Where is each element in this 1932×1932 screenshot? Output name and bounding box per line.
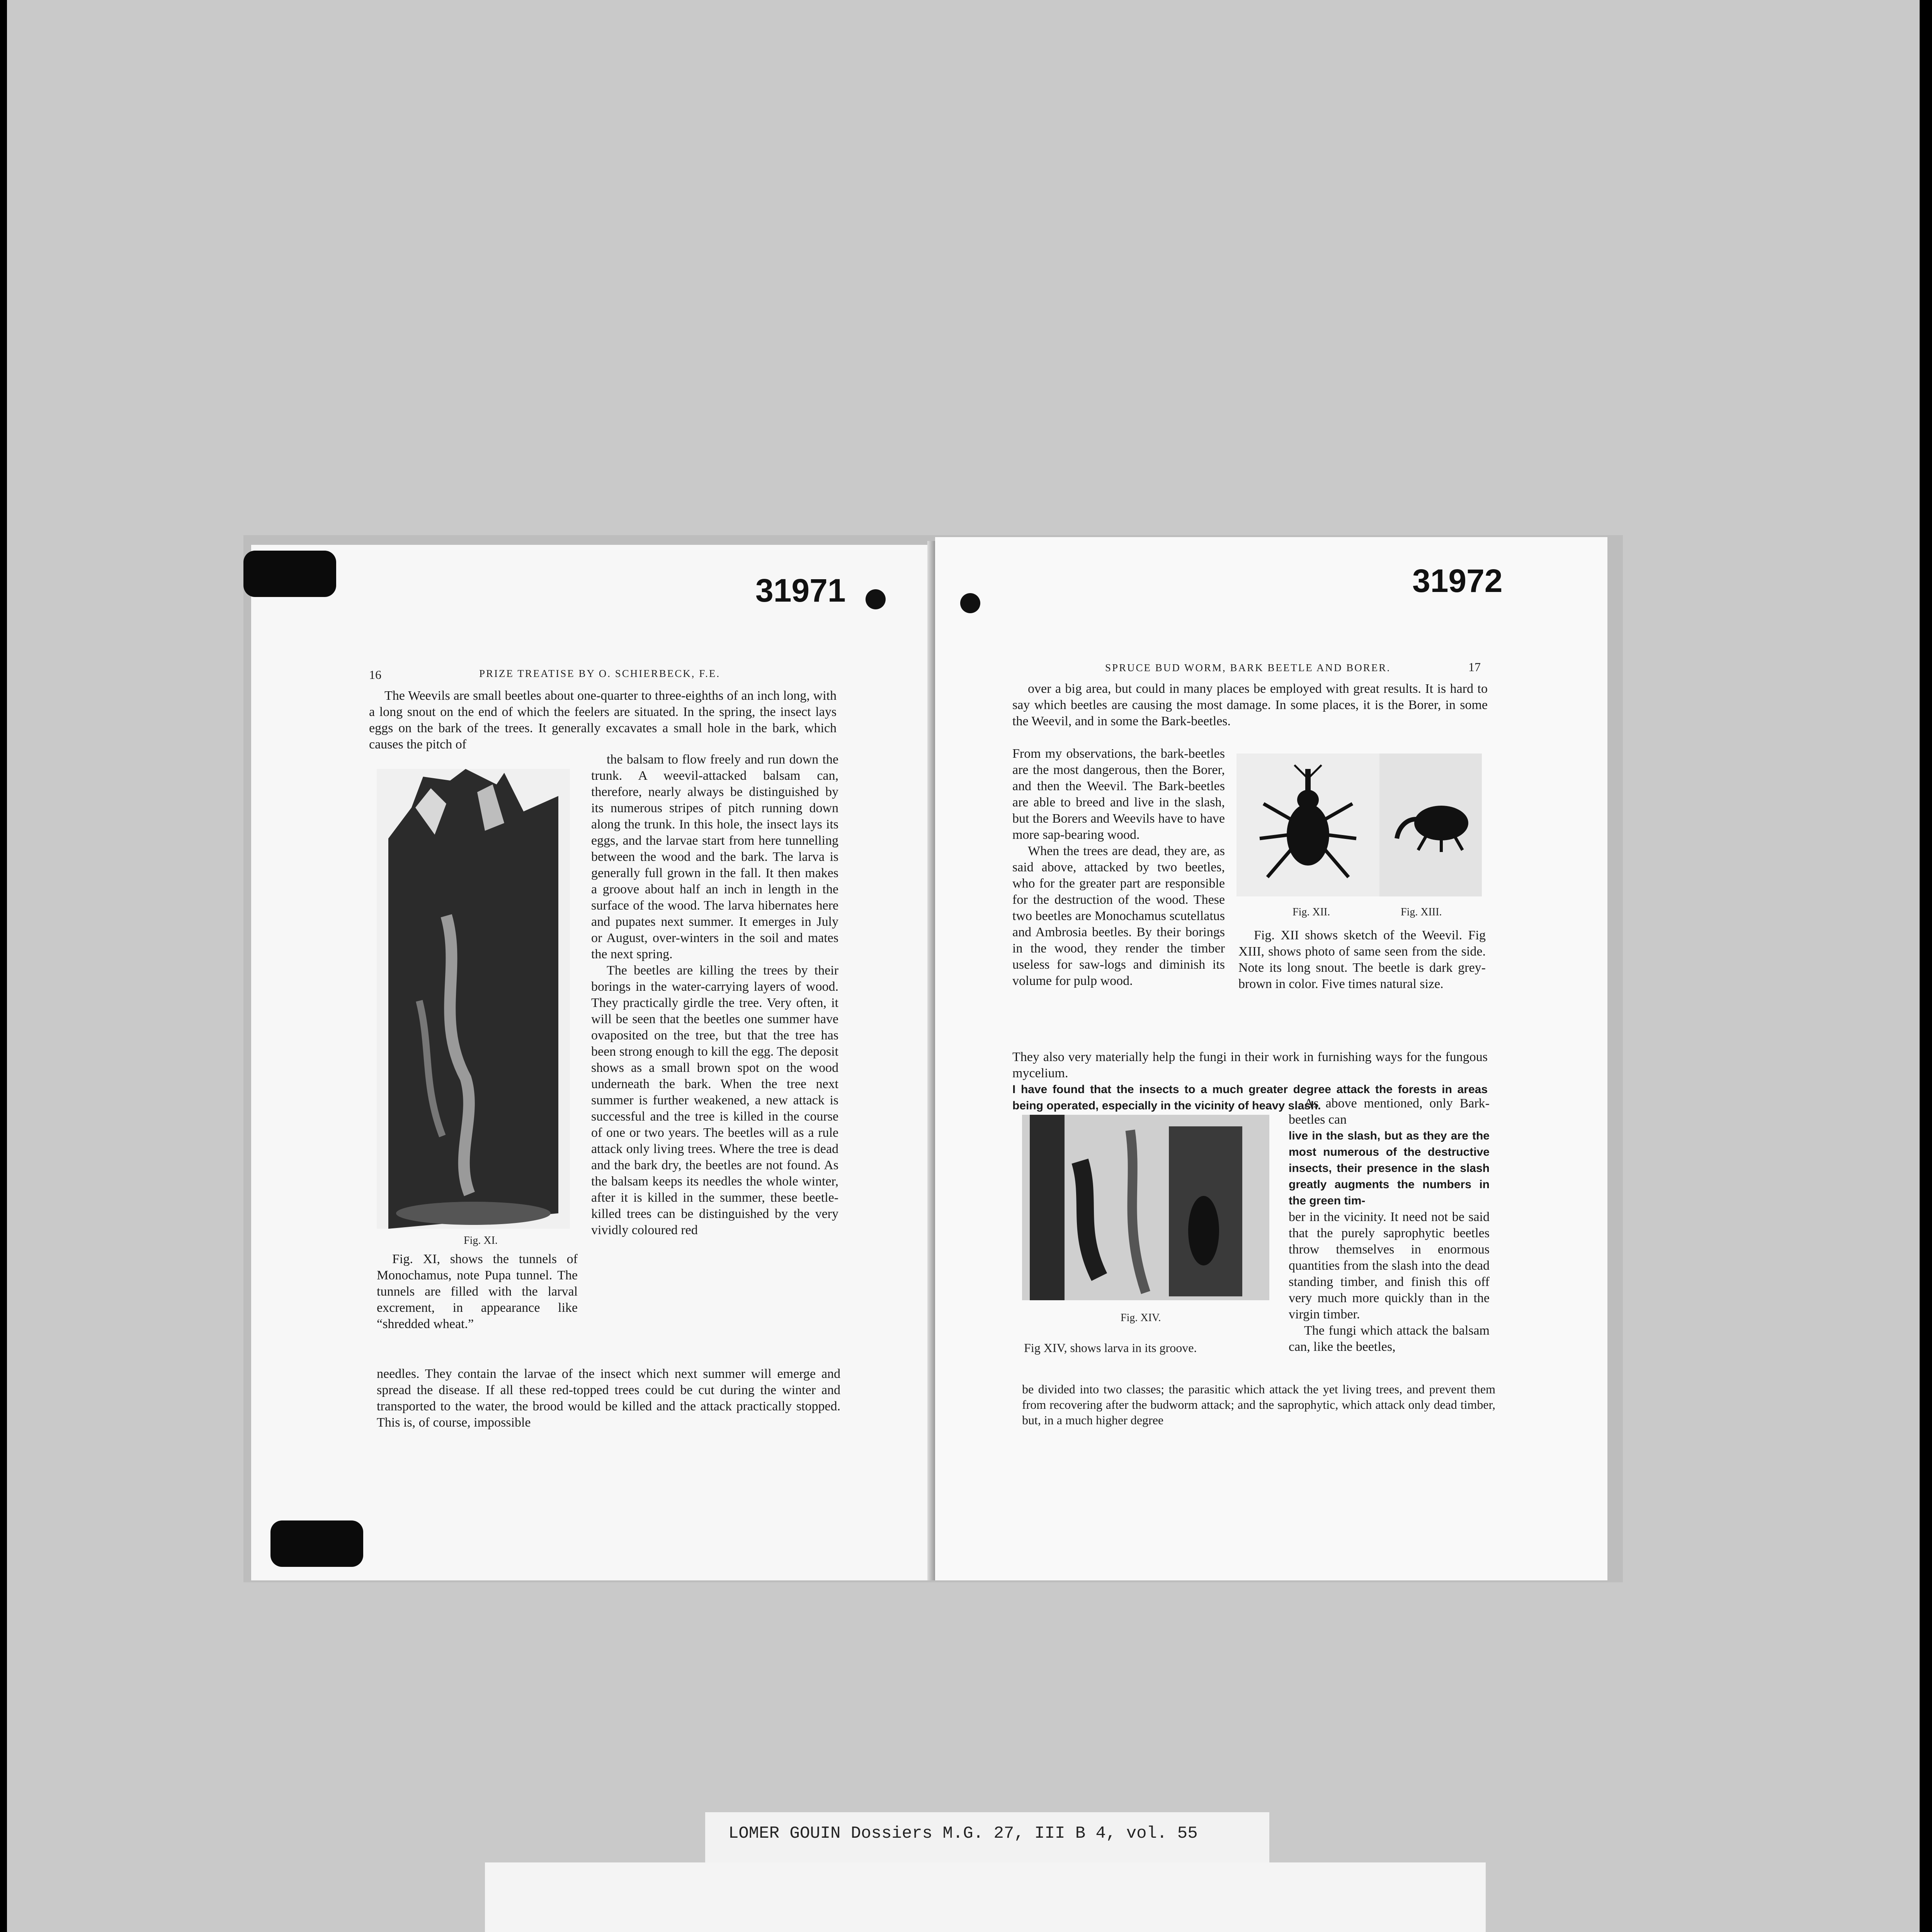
right-left-column xyxy=(1012,746,1225,989)
left-page-number: 16 xyxy=(369,668,381,682)
fungi-text: They also very materially help the fungi in their work in furnishing ways for the fungous mycelium. xyxy=(1012,1050,1488,1080)
left-column-paragraph-2: The beetles are killing the trees by their borings in the water-carrying layers of wood. They practically girdle the tree. Very often, it will be seen that the beetles one summer have ovaposited on the tree, but that the tree has been strong enough to kill the egg. The deposit shows as a small brown spot on the wood underneath the bark. When the tree next summer is further weakened, a new attack is successful and the tree is killed in the course of one or two years. The beetles will as a rule attack only living trees. Where the tree is dead and the bark dry, the beetles are not found. As the balsam keeps its needles the whole winter, after it is killed in the summer, these beetle-killed trees can be distinguished by the very vividly coloured red xyxy=(591,963,838,1237)
left-bottom-text: needles. They contain the larvae of the insect which next summer will emerge and spread the disease. If all these red-topped trees could be cut during the winter and transported to the water, the brood would be killed and the attack practically stopped. This is, of course, impossible xyxy=(377,1367,840,1430)
fig-xiii-photo xyxy=(1379,753,1482,896)
tree-trunk-image xyxy=(377,769,570,1229)
fig-xiii-label: Fig. XIII. xyxy=(1401,906,1442,918)
right-column-paragraph-2: When the trees are dead, they are, as said above, attacked by two beetles, who for the greater part are responsible for the destruction of the wood. These two beetles are Monochamus scutellatus and Ambrosia beetles. By their borings in the wood, they render the timber useless for saw-logs and diminish its volume for pulp wood. xyxy=(1012,844,1225,988)
archive-reference: LOMER GOUIN Dossiers M.G. 27, III B 4, vol. 55 xyxy=(728,1824,1198,1843)
fig-xiv-caption: Fig XIV, shows larva in its groove. xyxy=(1024,1341,1197,1355)
fig-xi-label: Fig. XI. xyxy=(464,1235,498,1247)
right-right-column xyxy=(1289,1095,1490,1355)
right-intro-paragraph xyxy=(1012,681,1488,730)
archive-card xyxy=(485,1862,1486,1932)
right-column-paragraph-1: From my observations, the bark-beetles are the most dangerous, then the Borer, and then the Weevil. The Bark-beetles are able to breed and live in the slash, but the Borers and Weevils have to have more sap-bearing wood. xyxy=(1012,747,1225,842)
right-page-number: 17 xyxy=(1468,660,1481,674)
left-running-head: PRIZE TREATISE BY O. SCHIERBECK, F.E. xyxy=(479,668,721,679)
fig-xii-xiii-caption xyxy=(1238,927,1486,992)
punch-hole-right xyxy=(960,593,980,613)
right-bottom-paragraph xyxy=(1022,1381,1495,1428)
binder-clip-top xyxy=(243,551,336,597)
bold-statement-2: live in the slash, but as they are the most numerous of the destructive insects, their presence in the slash greatly augments the numbers in the green tim- xyxy=(1289,1129,1490,1207)
right-column-text-2: ber in the vicinity. It need not be said that the purely saprophytic beetles throw themselves in enormous quantities from the slash into the dead standing timber, and finish this off very much more quickly than in the virgin timber. xyxy=(1289,1210,1490,1321)
left-column-paragraph-1: the balsam to flow freely and run down the trunk. A weevil-attacked balsam can, therefore, nearly always be distinguished by its numerous stripes of pitch running down along the trunk. In this hole, the insect lays its eggs, and the larvae start from here tunnelling between the wood and the bark. The larva is generally full grown in the fall. It then makes a groove about half an inch in length in the surface of the wood. The larva hibernates here and pupates next summer. It emerges in July or August, over-winters in the soil and mates the next spring. xyxy=(591,752,838,961)
fig-xiv-photo xyxy=(1022,1115,1269,1300)
right-bottom-text: be divided into two classes; the parasitic which attack the yet living trees, and prevent them from recovering after the budworm attack; and the saprophytic, which attack only dead timber, but, in a much higher degree xyxy=(1022,1382,1495,1427)
left-intro-text: The Weevils are small beetles about one-quarter to three-eighths of an inch long, with a long snout on the end of which the feelers are situated. In the spring, the insect lays eggs on the bark of the trees. It generally excavates a small hole in the bark, which causes the pitch of xyxy=(369,689,837,752)
fig-xi-caption-text: Fig. XI, shows the tunnels of Monochamus, note Pupa tunnel. The tunnels are filled with the larval excrement, in appearance like “shredded wheat.” xyxy=(377,1252,578,1331)
fig-xi-caption xyxy=(377,1251,578,1332)
bold-statement: I have found that the insects to a much greater degree attack the forests in areas being operated, especially in the vicinity of heavy slash. xyxy=(1012,1083,1488,1112)
right-column-text-3: The fungi which attack the balsam can, like the beetles, xyxy=(1289,1323,1490,1354)
left-stamp-number: 31971 xyxy=(755,572,846,609)
fig-xii-label: Fig. XII. xyxy=(1293,906,1330,918)
right-column-text-1: As above mentioned, only Bark-beetles can xyxy=(1289,1096,1490,1127)
punch-hole-left xyxy=(866,589,886,609)
left-right-column xyxy=(591,752,838,1238)
fig-xi-photo xyxy=(377,769,570,1229)
left-bottom-paragraph xyxy=(377,1366,840,1431)
right-stamp-number: 31972 xyxy=(1412,563,1503,599)
right-running-head: SPRUCE BUD WORM, BARK BEETLE AND BORER. xyxy=(1105,662,1391,673)
right-intro-text: over a big area, but could in many places be employed with great results. It is hard to say which beetles are causing the most damage. In some places, it is the Borer, in some the Weevil, and in some the Bark-beetles. xyxy=(1012,682,1488,728)
fig-xii-xiii-caption-text: Fig. XII shows sketch of the Weevil. Fig XIII, shows photo of same seen from the side. Note its long snout. The beetle is dark grey-brown in color. Five times natural size. xyxy=(1238,928,1486,991)
left-intro-paragraph xyxy=(369,688,837,753)
binder-clip-bottom xyxy=(270,1520,363,1567)
weevil-side-photo xyxy=(1379,753,1482,896)
larva-groove-image xyxy=(1022,1115,1269,1300)
fig-xiv-label: Fig. XIV. xyxy=(1121,1312,1161,1324)
weevil-sketch-icon xyxy=(1236,753,1379,896)
fig-xii-sketch xyxy=(1236,753,1379,896)
